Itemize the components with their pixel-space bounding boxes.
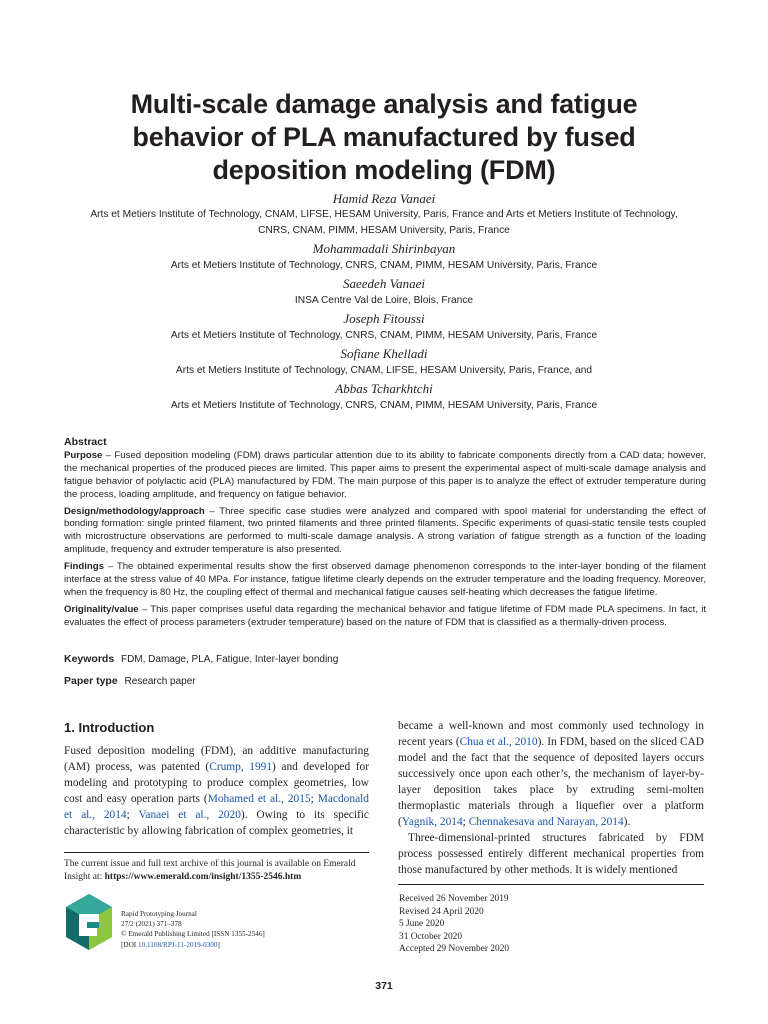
body-paragraph: Three-dimensional-printed structures fabricated by FDM process possessed entirely different mechanical properties from those manufactured by other methods. It is widely mentioned [398,832,704,876]
author-affiliation: INSA Centre Val de Loire, Blois, France [294,295,474,306]
citation-link[interactable]: Chua et al., 2010 [459,736,538,748]
abstract-heading: Abstract [64,436,107,448]
author-name: Joseph Fitoussi [343,311,425,326]
doi-suffix: ] [217,940,220,949]
history-item: Received 26 November 2019 [399,894,509,904]
affiliation-line: CNRS, CNAM, PIMM, HESAM University, Paris, France [258,225,510,236]
history-item: Revised 24 April 2020 [399,906,484,917]
paper-type-label: Paper type [64,675,118,687]
journal-doi [121,940,265,950]
originality-text: – This paper comprises useful data regarding the mechanical behavior and fatigue lifetime of FDM made PLA specimens. In fact, it evaluates the effect of process parameters (extruder temperature) based on the nature of FDM that is classified as a thermally-driven process. [64,603,706,628]
author-name: Hamid Reza Vanaei [332,191,436,206]
abstract-findings [64,561,706,600]
design-label: Design/methodology/approach [64,505,205,517]
abstract-originality [64,604,706,630]
design-text: – Three specific case studies were analyzed and compared with spool material for understanding the effect of bonding formation: single printed filament, two printed filaments and three printed filaments. Specific experiments of quasi-static tensile tests coupled with microstructure observations are performed to multi-scale damage analysis. A strong variation of fatigue strength as a function of the loading amplitude, frequency and extruder temperature is also presented. [64,505,706,556]
author-name: Mohammadali Shirinbayan [312,241,456,256]
title-line-2: behavior of PLA manufactured by fused [132,122,636,152]
journal-publisher: © Emerald Publishing Limited [ISSN 1355-2546] [121,930,265,939]
author-affiliation: Arts et Metiers Institute of Technology, CNAM, LIFSE, HESAM University, Paris, France, and [175,365,593,376]
author-affiliation: Arts et Metiers Institute of Technology, CNRS, CNAM, PIMM, HESAM University, Paris, France [170,400,598,411]
affiliation-line: Arts et Metiers Institute of Technology, CNAM, LIFSE, HESAM University, Paris, France and Arts et Metiers Institute of Technology, [90,209,678,220]
history-item: 5 June 2020 [399,919,445,929]
intro-paragraph [64,743,369,839]
archive-url[interactable]: https://www.emerald.com/insight/1355-2546.htm [104,872,302,882]
author-name: Sofiane Khelladi [340,346,428,361]
body-text: ). [623,816,631,828]
right-column [398,718,704,878]
paper-type-value: Research paper [124,676,196,687]
title-line-1: Multi-scale damage analysis and fatigue [130,89,638,119]
history-divider [398,884,704,885]
keywords-label: Keywords [64,653,115,665]
body-paragraph [398,718,704,830]
citation-link[interactable]: Yagnik, 2014 [401,816,463,828]
paper-type [64,675,196,687]
author-name: Abbas Tcharkhtchi [335,381,433,396]
archive-note-text: The current issue and full text archive of this journal is available on Emerald Insight at: [64,859,356,882]
journal-name: Rapid Prototyping Journal [121,910,197,918]
author-affiliation: Arts et Metiers Institute of Technology, CNRS, CNAM, PIMM, HESAM University, Paris, France [170,260,598,271]
findings-label: Findings [64,561,104,573]
purpose-text: – Fused deposition modeling (FDM) draws particular attention due to its ability to fabricate components directly from a CAD data; however, the mechanical properties of the produced pieces are limited. This paper aims to present the experimental aspect of multi-scale damage analysis and fatigue behavior of polylactic acid (PLA) manufactured by FDM. The main purpose of this paper is to analyze the effect of extruder temperature during the process, loading amplitude, and frequency on fatigue behavior. [64,449,706,500]
section-heading: 1. Introduction [64,720,155,735]
findings-text: – The obtained experimental results show the first observed damage phenomenon corresponds to the inter-layer bonding of the filament interface at the stress value of 40 MPa. For instance, fatigue lifetime clearly depends on the extruder temperature and the loading frequency. Moreover, when the frequency is 80 Hz, the coupling effect of thermal and mechanical fatigue causes self-heating which decreases the fatigue lifetime. [64,561,706,598]
paper-title [40,88,728,187]
page-number: 371 [375,980,393,992]
doi-prefix: [DOI [121,940,138,949]
citation-link[interactable]: Chennakesava and Narayan, 2014 [468,816,624,828]
keywords-value: FDM, Damage, PLA, Fatigue, Inter-layer bonding [120,654,339,665]
originality-label: Originality/value [64,603,139,615]
author-affiliation [40,207,728,239]
emerald-logo-icon [64,892,114,952]
body-text: ) and developed for modeling and prototyping to produce complex geometries, low cost and easy operation parts ( [64,761,370,805]
title-line-3: deposition modeling (FDM) [212,155,556,185]
citation-link[interactable]: Crump, 1991 [209,761,273,773]
history-item: Accepted 29 November 2020 [399,944,510,954]
body-text: ). Owing to its specific characteristic by allowing fabrication of complex geometries, it [64,809,369,837]
citation-link[interactable]: Macdonald et al., 2014 [64,793,369,821]
abstract-design [64,506,706,558]
author-affiliation: Arts et Metiers Institute of Technology, CNRS, CNAM, PIMM, HESAM University, Paris, France [170,330,598,341]
author-name: Saeedeh Vanaei [343,276,425,291]
history-item: 31 October 2020 [399,931,463,942]
body-text: became a well-known and most commonly used technology in recent years ( [398,720,704,748]
article-history [399,893,509,956]
body-text: ; [126,809,139,821]
abstract [64,436,706,634]
doi-link[interactable]: 10.1108/RPJ-11-2019-0300 [137,940,218,949]
archive-note [64,858,369,884]
citation-link[interactable]: Mohamed et al., 2015 [207,793,311,805]
keywords [64,653,338,665]
author-list [40,190,728,415]
purpose-label: Purpose [64,449,103,461]
abstract-purpose [64,450,706,502]
body-text: Fused deposition modeling (FDM), an additive manufacturing (AM) process, was patented ( [64,745,369,773]
journal-info [121,909,265,950]
left-column [64,720,369,839]
footnote-divider [64,852,369,853]
citation-link[interactable]: Vanaei et al., 2020 [138,809,241,821]
body-text: ). In FDM, based on the sliced CAD model and the fact that the sequence of deposited layers occurs successively once upon each other’s, the mechanism of layer-by-layer deposition takes place by extruding semi-molten thermoplastic materials through a liquefier over a platform ( [398,736,704,828]
journal-volume: 27/2 (2021) 371–378 [121,920,182,929]
body-text: ; [310,793,318,805]
body-text: ; [462,816,469,828]
